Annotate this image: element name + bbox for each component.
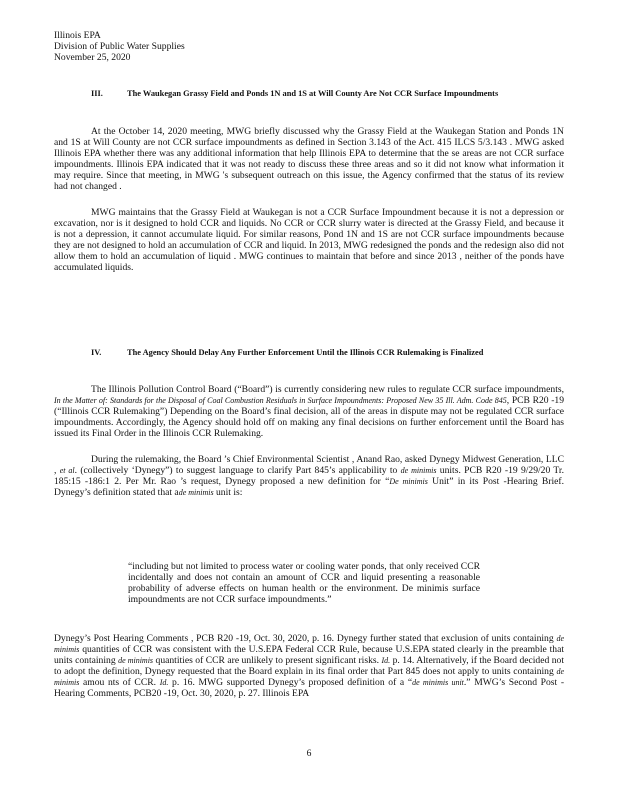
section-3-title: The Waukegan Grassy Field and Ponds 1N and 1S at Will County Are Not CCR Surface Impoundments [127,89,499,98]
id-citation-italic: Id. [159,678,169,687]
header-agency: Illinois EPA [54,30,101,41]
de-minimis-italic: De minimis [389,477,428,486]
para2-text-b: . (collectively ‘Dynegy”) to suggest language to clarify Part 845’s applicability to [74,465,398,476]
section-3-number: III. [91,89,103,98]
de-minimis-italic: de minimis [400,466,437,475]
page-number: 6 [306,748,312,759]
section-4-heading [91,347,561,358]
section-4-title: The Agency Should Delay Any Further Enforcement Until the Illinois CCR Rulemaking is Finalized [127,348,484,357]
block-quote: “including but not limited to process water or cooling water ponds, that only received CCR incidentally and does not contain an amount of CCR and liquid presenting a reasonable probability of adverse effects on human health or the environment. De minimis surface impoundments are not CCR surface impoundments.” [128,561,480,605]
para3-text-b: quantities of CCR was consistent with the U.S.EPA Federal CCR Rule, because U.S.EPA stated clearly in the preamble that units containing [54,644,564,666]
section-4-paragraph-1 [54,384,564,439]
para2-text-a: During the rulemaking, the Board ’s Chief Environmental Scientist , Anand Rao, asked Dynegy Midwest Generation, LLC , [54,454,564,476]
section-4-body-continued [54,633,564,699]
de-minimis-italic: de minimis [178,488,214,497]
section-4-body [54,384,564,498]
para3-text-g: .” MWG’s Second Post -Hearing Comments, PCB20 -19, Oct. 30, 2020, p. 27. Illinois EPA [54,677,565,699]
memo-header [54,30,574,63]
para3-text-d: p. 14. Alternatively, if the Board decided not to adopt the definition, Dynegy requested that the Board explain in its final order that Part 845 does not apply to units containing [54,655,564,677]
de-minimis-italic: de minimis [118,656,154,665]
section-4-paragraph-2 [54,454,564,498]
de-minimis-italic: de minimis [54,667,564,687]
id-citation-italic: Id. [381,656,391,665]
para1-text-a: The Illinois Pollution Control Board (“Board”) is currently considering new rules to regulate CCR surface impoundments, [91,384,564,395]
para3-text-f: p. 16. MWG supported Dynegy’s proposed definition of a “ [172,677,413,688]
de-minimis-italic: de minimis [54,634,564,654]
section-4-paragraph-3 [54,633,564,699]
para2-text-c: units. PCB R20 -19 9/29/20 Tr. 185:15 -186:1 2. Per Mr. Rao ’s request, Dynegy proposed a new definition for “ [54,465,564,487]
et-al-italic: et al [59,466,75,475]
para1-text-b: , PCB R20 -19 (“Illinois CCR Rulemaking”) Depending on the Board’s final decision, all of the areas in dispute may not be regulated CCR surface impoundments. Accordingly, the Agency should hold off on making any final decisions on further enforcement until the Board has issued its Final Order in the Illinois CCR Rulemaking. [54,395,565,439]
section-4-number: IV. [91,348,102,357]
section-3-paragraph-1: At the October 14, 2020 meeting, MWG briefly discussed why the Grassy Field at the Waukegan Station and Ponds 1N and 1S at Will County are not CCR surface impoundments as defined in Section 3.143 of the Act. 415 ILCS 5/3.143 . MWG asked Illinois EPA whether there was any additional information that help Illinois EPA to determine that the se areas are not CCR surface impoundments. Illinois EPA indicated that it was not ready to discuss these three areas and so it did not know what information it may require. Since that meeting, in MWG 's subsequent outreach on this issue, the Agency confirmed that the status of its review had not changed . [54,126,564,192]
para3-text-a: Dynegy’s Post Hearing Comments , PCB R20 -19, Oct. 30, 2020, p. 16. Dynegy further stated that exclusion of units containing [54,633,554,644]
para2-text-e: unit is: [216,487,243,498]
de-minimis-unit-italic: de minimis unit [412,678,464,687]
header-division: Division of Public Water Supplies [54,41,185,52]
para2-text-d: Unit” in its Post -Hearing Brief. Dynegy’s definition stated that a [54,476,564,498]
rulemaking-citation: In the Matter of: Standards for the Disposal of Coal Combustion Residuals in Surface Impoundments: Proposed New 35 Ill. Adm. Code 845 [54,396,507,405]
section-3-paragraph-2: MWG maintains that the Grassy Field at Waukegan is not a CCR Surface Impoundment because it is not a depression or excavation, nor is it designed to hold CCR and liquids. No CCR or CCR slurry water is directed at the Grassy Field, and because it is not a depression, it cannot accumulate liquid. For similar reasons, Pond 1N and 1S are not CCR surface impoundments because they are not designed to hold an accumulation of CCR and liquid. In 2013, MWG redesigned the ponds and the redesign also did not allow them to hold an accumulation of liquid . MWG continues to maintain that before and since 2013 , neither of the ponds have accumulated liquids. [54,207,564,273]
section-3-body [54,126,564,273]
section-3-heading [91,88,561,99]
header-date: November 25, 2020 [54,52,131,63]
para3-text-c: quantities of CCR are unlikely to present significant risks. [155,655,380,666]
para3-text-e: amou nts of CCR. [83,677,157,688]
